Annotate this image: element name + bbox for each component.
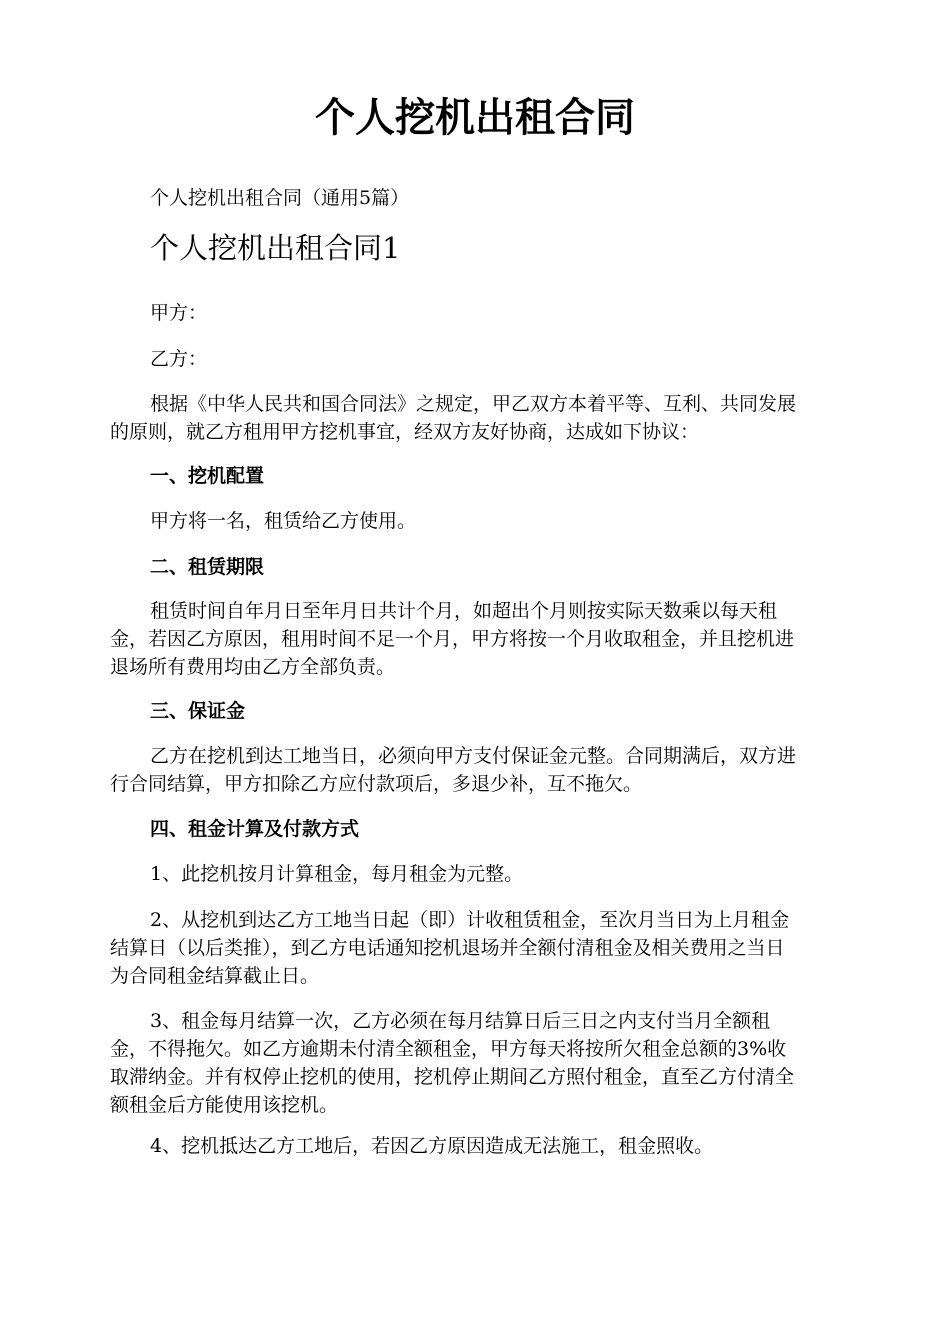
payment-item-2-line: 2、从挖机到达乙方工地当日起（即）计收租赁租金，至次月当日为上月租金 (150, 909, 790, 931)
clause-body-deposit (110, 742, 840, 798)
payment-item-2-line: 为合同租金结算截止日。 (110, 965, 320, 987)
intro-line: 根据《中华人民共和国合同法》之规定，甲乙双方本着平等、互利、共同发展 (150, 393, 797, 415)
document-subtitle: 个人挖机出租合同（通用5篇） (150, 187, 410, 209)
deposit-line: 乙方在挖机到达工地当日，必须向甲方支付保证金元整。合同期满后，双方进 (150, 745, 797, 767)
clause-heading-configuration: 一、挖机配置 (150, 465, 265, 487)
clause-heading-term: 二、租赁期限 (150, 556, 265, 578)
document-title: 个人挖机出租合同 (315, 94, 635, 141)
payment-item-2 (110, 906, 840, 990)
clause-body-term (110, 597, 840, 681)
clause-heading-deposit: 三、保证金 (150, 700, 246, 722)
payment-item-3 (110, 1007, 840, 1119)
payment-item-3-line: 金，不得拖欠。如乙方逾期未付清全额租金，甲方每天将按所欠租金总额的3%收 (110, 1038, 787, 1060)
party-a-label: 甲方： (150, 302, 208, 324)
clause-body-configuration: 甲方将一名，租赁给乙方使用。 (150, 510, 417, 532)
clause-heading-payment: 四、租金计算及付款方式 (150, 818, 360, 840)
party-b-label: 乙方： (150, 348, 208, 370)
intro-paragraph (110, 390, 840, 446)
deposit-line: 行合同结算，甲方扣除乙方应付款项后，多退少补，互不拖欠。 (110, 773, 643, 795)
intro-line: 的原则，就乙方租用甲方挖机事宜，经双方友好协商，达成如下协议： (110, 421, 700, 443)
payment-item-1: 1、此挖机按月计算租金，每月租金为元整。 (150, 863, 524, 885)
payment-item-3-line: 额租金后方能使用该挖机。 (110, 1094, 339, 1116)
contract-section-title: 个人挖机出租合同1 (150, 231, 401, 265)
payment-item-2-line: 结算日（以后类推），到乙方电话通知挖机退场并全额付清租金及相关费用之当日 (110, 937, 785, 959)
payment-item-3-line: 取滞纳金。并有权停止挖机的使用，挖机停止期间乙方照付租金，直至乙方付清全 (110, 1066, 795, 1088)
payment-item-4: 4、挖机抵达乙方工地后，若因乙方原因造成无法施工，租金照收。 (150, 1135, 714, 1157)
term-line: 退场所有费用均由乙方全部负责。 (110, 656, 396, 678)
term-line: 金，若因乙方原因，租用时间不足一个月，甲方将按一个月收取租金，并且挖机进 (110, 628, 795, 650)
payment-item-3-line: 3、租金每月结算一次，乙方必须在每月结算日后三日之内支付当月全额租 (150, 1010, 771, 1032)
term-line: 租赁时间自年月日至年月日共计个月，如超出个月则按实际天数乘以每天租 (150, 600, 778, 622)
